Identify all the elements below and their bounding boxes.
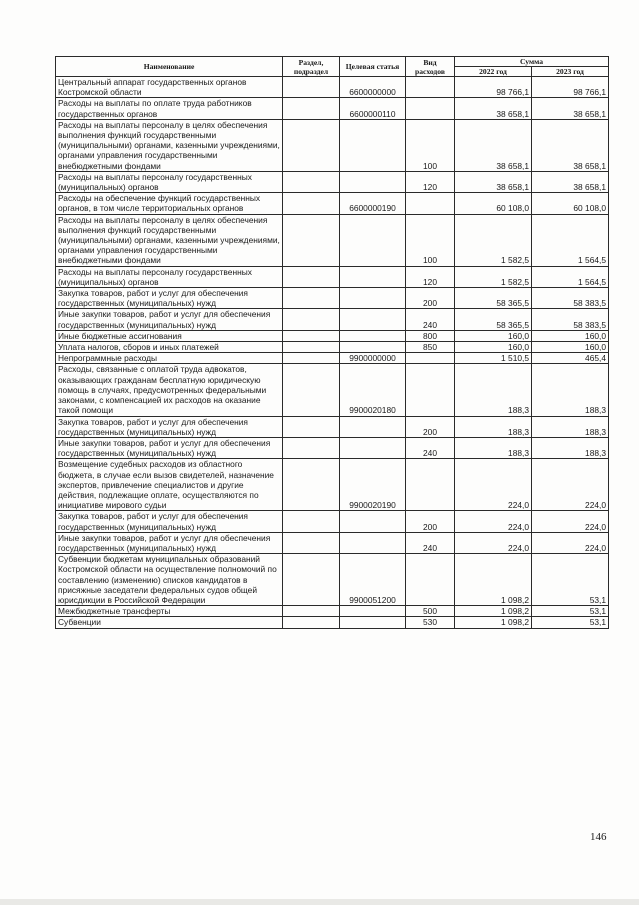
cell-2022: 188,3: [455, 437, 532, 458]
cell-2023: 188,3: [532, 437, 609, 458]
cell-2022: 38 658,1: [455, 98, 532, 119]
cell-target: [340, 342, 406, 353]
cell-2023: 188,3: [532, 416, 609, 437]
header-sum: Сумма: [455, 57, 609, 67]
cell-section: [283, 416, 340, 437]
table-row: [56, 511, 609, 532]
cell-section: [283, 288, 340, 309]
cell-2022: 38 658,1: [455, 119, 532, 171]
table-row: [56, 309, 609, 330]
table-row: [56, 459, 609, 511]
cell-type: 500: [406, 606, 455, 617]
table-row: [56, 193, 609, 214]
page-edge: [0, 899, 639, 905]
cell-2022: 224,0: [455, 511, 532, 532]
cell-name: Расходы на выплаты персоналу государственных (муниципальных) органов: [56, 266, 283, 287]
cell-target: [340, 214, 406, 266]
cell-section: [283, 459, 340, 511]
cell-section: [283, 330, 340, 341]
table-body: [56, 77, 609, 629]
cell-section: [283, 606, 340, 617]
cell-section: [283, 77, 340, 98]
budget-table: [55, 56, 609, 629]
header-year-2023: 2023 год: [532, 67, 609, 77]
cell-section: [283, 511, 340, 532]
cell-name: Возмещение судебных расходов из областного бюджета, в случае если вызов свидетелей, назначение экспертов, привлечение специалистов и другие действия, подлежащие оплате, осуществляются по инициативе мирового судьи: [56, 459, 283, 511]
cell-target: [340, 309, 406, 330]
cell-type: 120: [406, 171, 455, 192]
cell-name: Субвенции бюджетам муниципальных образований Костромской области на осуществление полномочий по составлению (изменению) списков кандидатов в присяжные заседатели федеральных судов общей юрисдикции в Российской Федерации: [56, 554, 283, 606]
cell-2023: 38 658,1: [532, 171, 609, 192]
cell-target: [340, 119, 406, 171]
cell-2022: 188,3: [455, 364, 532, 416]
cell-target: 6600000190: [340, 193, 406, 214]
cell-type: 850: [406, 342, 455, 353]
cell-target: [340, 617, 406, 628]
cell-2023: 60 108,0: [532, 193, 609, 214]
cell-section: [283, 98, 340, 119]
table-row: [56, 416, 609, 437]
cell-2023: 160,0: [532, 330, 609, 341]
cell-2023: 53,1: [532, 554, 609, 606]
cell-type: 120: [406, 266, 455, 287]
cell-name: Непрограммные расходы: [56, 353, 283, 364]
cell-name: Расходы на выплаты персоналу государственных (муниципальных) органов: [56, 171, 283, 192]
cell-section: [283, 353, 340, 364]
cell-2023: 53,1: [532, 606, 609, 617]
table-row: [56, 342, 609, 353]
cell-section: [283, 193, 340, 214]
cell-2023: 38 658,1: [532, 119, 609, 171]
cell-2022: 98 766,1: [455, 77, 532, 98]
cell-type: [406, 554, 455, 606]
cell-target: [340, 171, 406, 192]
header-name: Наименование: [56, 57, 283, 77]
cell-section: [283, 532, 340, 553]
table-row: [56, 437, 609, 458]
cell-section: [283, 171, 340, 192]
table-row: [56, 330, 609, 341]
cell-2022: 224,0: [455, 459, 532, 511]
table-row: [56, 364, 609, 416]
cell-type: [406, 459, 455, 511]
cell-2022: 1 098,2: [455, 554, 532, 606]
cell-2022: 224,0: [455, 532, 532, 553]
cell-section: [283, 617, 340, 628]
table-row: [56, 171, 609, 192]
cell-2023: 224,0: [532, 511, 609, 532]
cell-name: Иные закупки товаров, работ и услуг для обеспечения государственных (муниципальных) нужд: [56, 532, 283, 553]
cell-2022: 1 098,2: [455, 606, 532, 617]
cell-type: 240: [406, 532, 455, 553]
table-row: [56, 288, 609, 309]
cell-name: Центральный аппарат государственных органов Костромской области: [56, 77, 283, 98]
cell-target: 9900051200: [340, 554, 406, 606]
cell-2023: 224,0: [532, 459, 609, 511]
cell-2023: 38 658,1: [532, 98, 609, 119]
table-row: [56, 98, 609, 119]
table-row: [56, 119, 609, 171]
cell-2022: 188,3: [455, 416, 532, 437]
cell-section: [283, 554, 340, 606]
cell-name: Закупка товаров, работ и услуг для обеспечения государственных (муниципальных) нужд: [56, 511, 283, 532]
table-row: [56, 606, 609, 617]
cell-2023: 160,0: [532, 342, 609, 353]
cell-2023: 98 766,1: [532, 77, 609, 98]
cell-section: [283, 214, 340, 266]
cell-2023: 58 383,5: [532, 309, 609, 330]
cell-type: [406, 98, 455, 119]
cell-section: [283, 437, 340, 458]
cell-target: 9900020190: [340, 459, 406, 511]
cell-name: Уплата налогов, сборов и иных платежей: [56, 342, 283, 353]
cell-name: Расходы на выплаты персоналу в целях обеспечения выполнения функций государственными (муниципальными) органами, казенными учреждениями, органами управления государственными внебюджетными фондами: [56, 119, 283, 171]
cell-name: Иные бюджетные ассигнования: [56, 330, 283, 341]
cell-section: [283, 364, 340, 416]
cell-type: 200: [406, 288, 455, 309]
cell-target: [340, 511, 406, 532]
table-row: [56, 77, 609, 98]
cell-name: Расходы на выплаты персоналу в целях обеспечения выполнения функций государственными (муниципальными) органами, казенными учреждениями, органами управления государственными внебюджетными фондами: [56, 214, 283, 266]
cell-name: Иные закупки товаров, работ и услуг для обеспечения государственных (муниципальных) нужд: [56, 437, 283, 458]
cell-2023: 1 564,5: [532, 214, 609, 266]
cell-name: Закупка товаров, работ и услуг для обеспечения государственных (муниципальных) нужд: [56, 416, 283, 437]
table-row: [56, 214, 609, 266]
cell-type: [406, 77, 455, 98]
cell-target: [340, 288, 406, 309]
cell-2022: 1 510,5: [455, 353, 532, 364]
cell-section: [283, 119, 340, 171]
cell-name: Закупка товаров, работ и услуг для обеспечения государственных (муниципальных) нужд: [56, 288, 283, 309]
header-target: Целевая статья: [340, 57, 406, 77]
cell-type: 240: [406, 309, 455, 330]
cell-target: 6600000110: [340, 98, 406, 119]
cell-type: [406, 364, 455, 416]
cell-2022: 1 582,5: [455, 266, 532, 287]
cell-2023: 1 564,5: [532, 266, 609, 287]
cell-target: [340, 606, 406, 617]
cell-target: [340, 266, 406, 287]
cell-2022: 58 365,5: [455, 288, 532, 309]
cell-target: 9900020180: [340, 364, 406, 416]
table-row: [56, 532, 609, 553]
cell-section: [283, 266, 340, 287]
cell-name: Субвенции: [56, 617, 283, 628]
header-year-2022: 2022 год: [455, 67, 532, 77]
cell-2022: 1 098,2: [455, 617, 532, 628]
cell-name: Иные закупки товаров, работ и услуг для обеспечения государственных (муниципальных) нужд: [56, 309, 283, 330]
cell-2022: 58 365,5: [455, 309, 532, 330]
header-section: Раздел, подраздел: [283, 57, 340, 77]
header-type: Вид расходов: [406, 57, 455, 77]
cell-target: [340, 437, 406, 458]
cell-2023: 53,1: [532, 617, 609, 628]
cell-type: 800: [406, 330, 455, 341]
table-row: [56, 266, 609, 287]
cell-2022: 60 108,0: [455, 193, 532, 214]
page-number: 146: [590, 831, 607, 843]
cell-target: [340, 532, 406, 553]
cell-type: [406, 193, 455, 214]
cell-2023: 188,3: [532, 364, 609, 416]
table-header: [56, 57, 609, 77]
cell-target: [340, 330, 406, 341]
cell-type: [406, 353, 455, 364]
cell-target: [340, 416, 406, 437]
cell-2023: 58 383,5: [532, 288, 609, 309]
cell-type: 200: [406, 511, 455, 532]
cell-name: Межбюджетные трансферты: [56, 606, 283, 617]
table-row: [56, 617, 609, 628]
cell-2022: 160,0: [455, 330, 532, 341]
cell-type: 200: [406, 416, 455, 437]
cell-type: 530: [406, 617, 455, 628]
cell-name: Расходы на обеспечение функций государственных органов, в том числе территориальных органов: [56, 193, 283, 214]
cell-type: 100: [406, 119, 455, 171]
cell-2022: 160,0: [455, 342, 532, 353]
cell-2022: 38 658,1: [455, 171, 532, 192]
cell-2023: 465,4: [532, 353, 609, 364]
cell-name: Расходы, связанные с оплатой труда адвокатов, оказывающих гражданам бесплатную юридическую помощь в случаях, предусмотренных федеральными законами, с компенсацией их расходов на оказание такой помощи: [56, 364, 283, 416]
cell-target: 9900000000: [340, 353, 406, 364]
table-row: [56, 554, 609, 606]
cell-section: [283, 309, 340, 330]
cell-2022: 1 582,5: [455, 214, 532, 266]
cell-name: Расходы на выплаты по оплате труда работников государственных органов: [56, 98, 283, 119]
cell-2023: 224,0: [532, 532, 609, 553]
cell-section: [283, 342, 340, 353]
table-row: [56, 353, 609, 364]
cell-target: 6600000000: [340, 77, 406, 98]
cell-type: 100: [406, 214, 455, 266]
cell-type: 240: [406, 437, 455, 458]
